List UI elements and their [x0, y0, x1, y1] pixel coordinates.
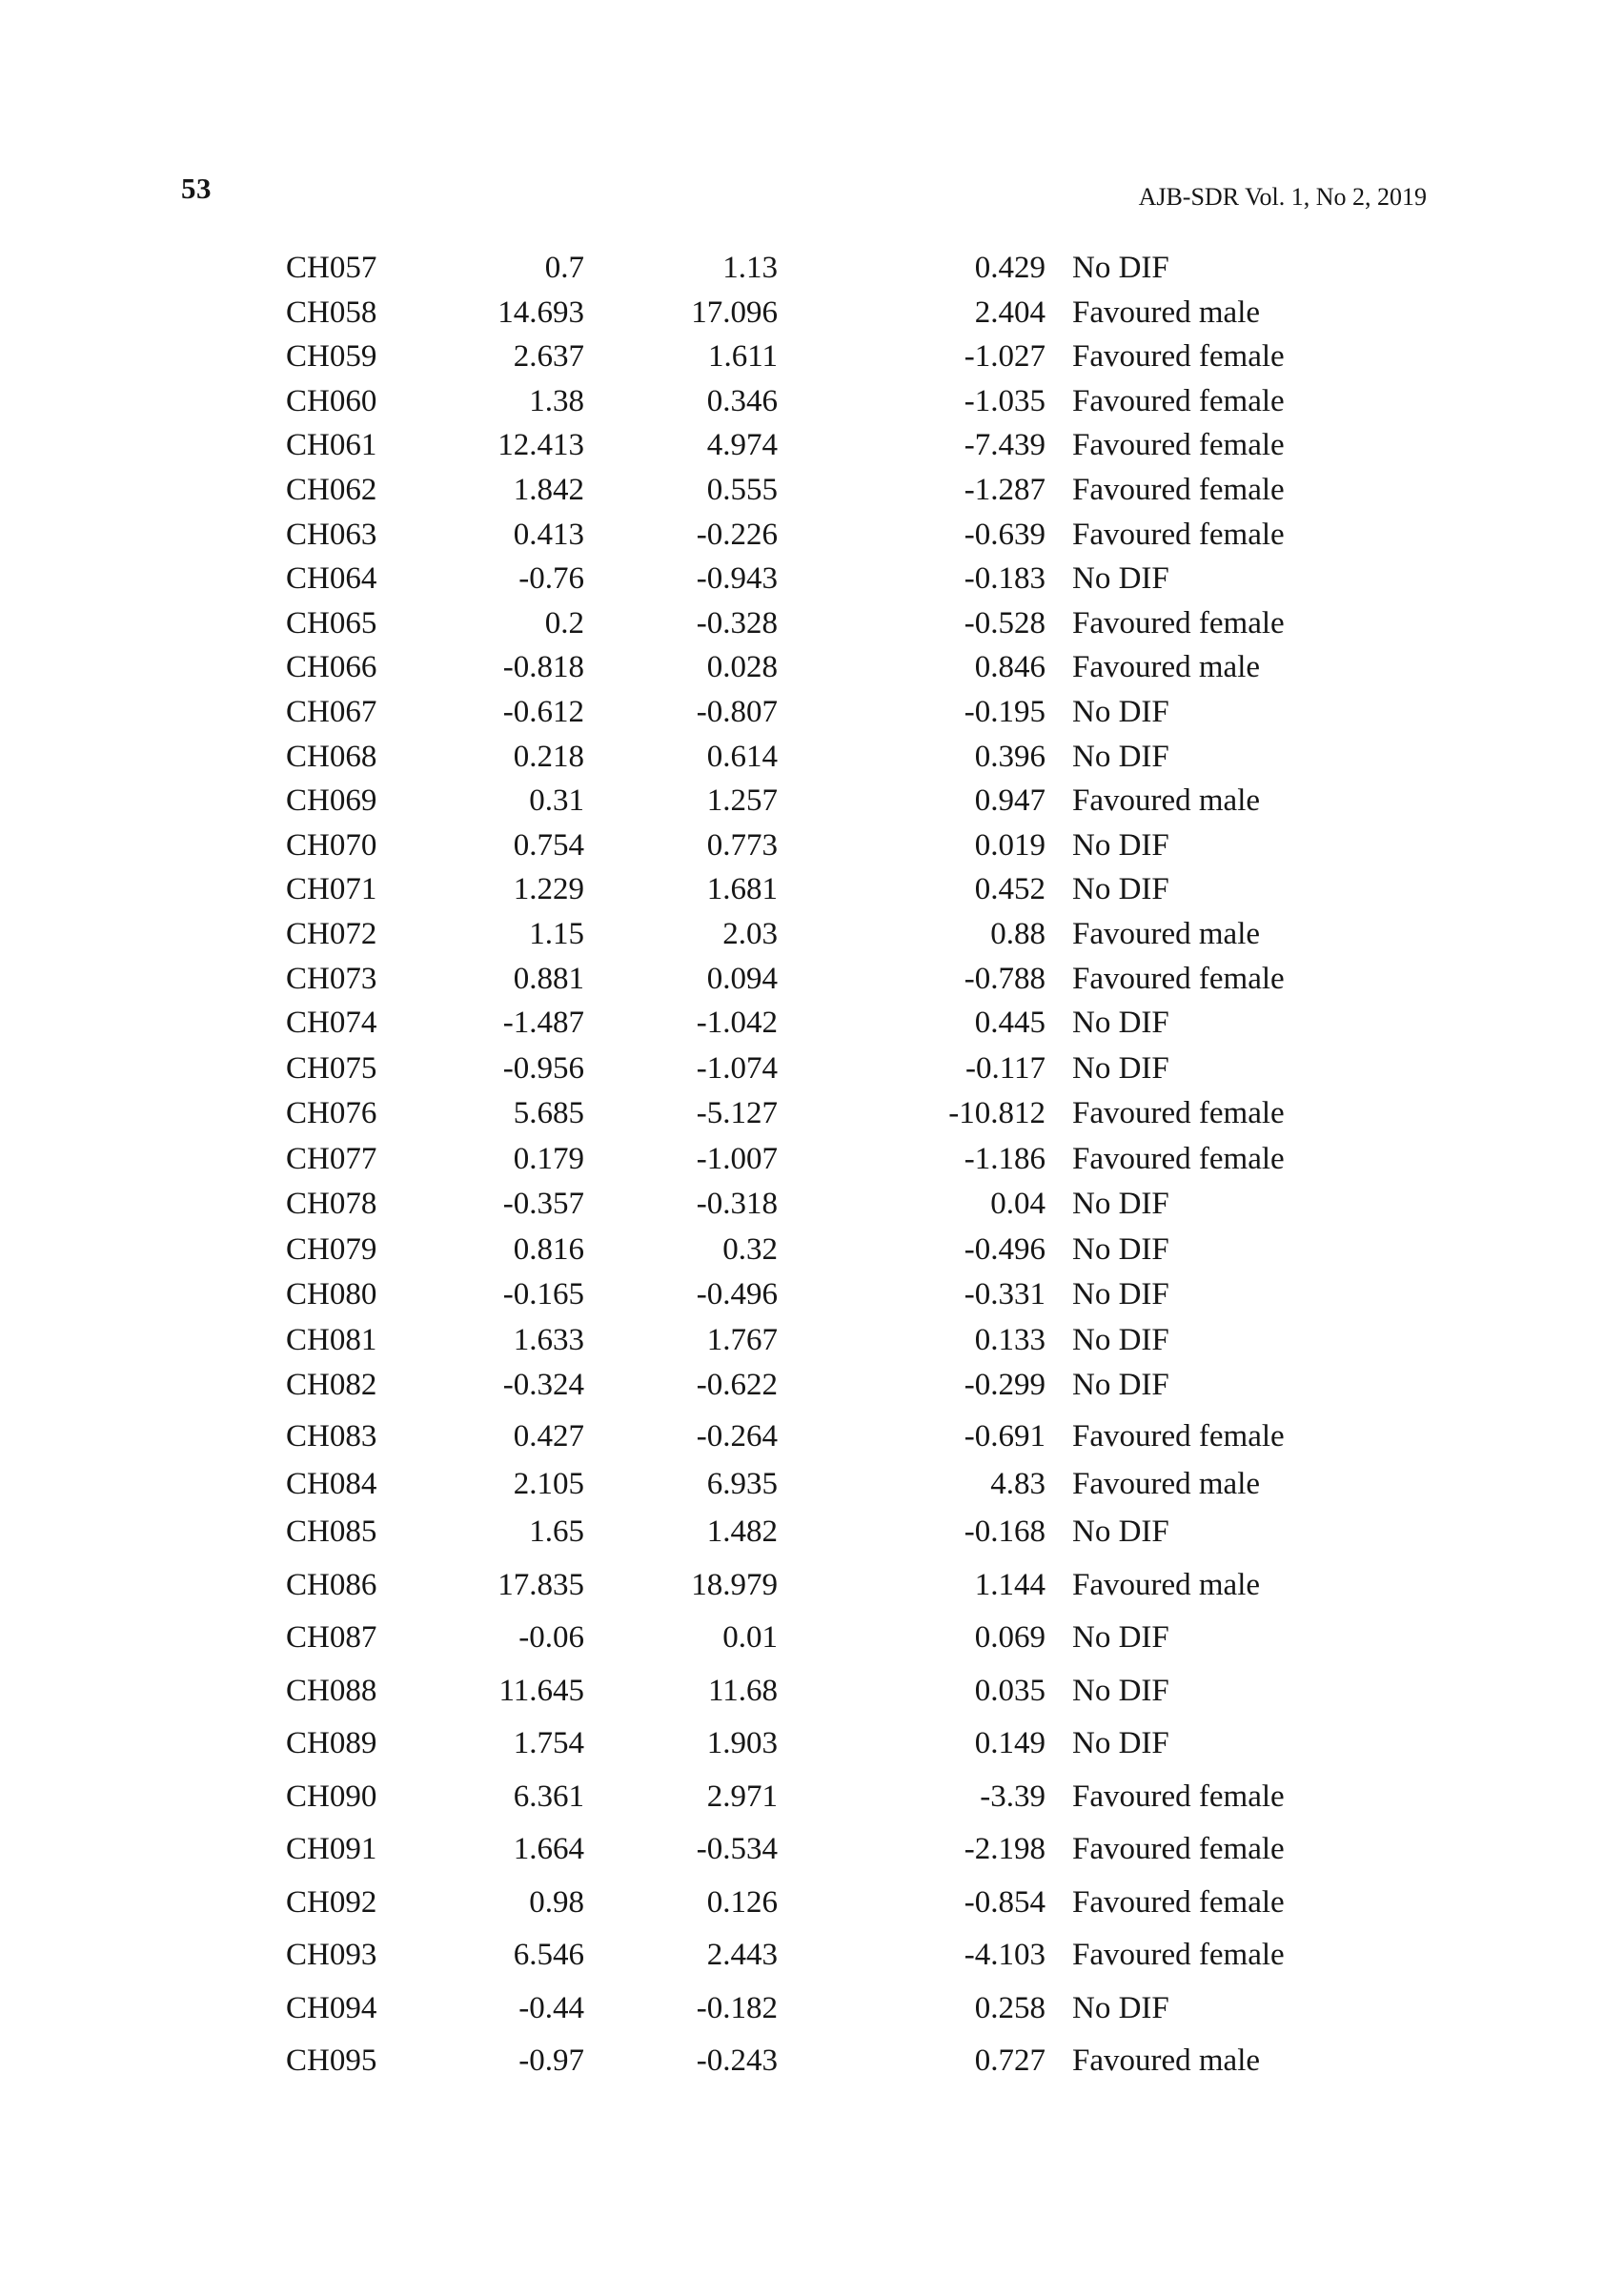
value-2-cell: -0.264 — [696, 1418, 778, 1454]
table-row — [286, 1182, 1487, 1228]
item-id-cell: CH060 — [286, 383, 377, 418]
table-row — [286, 957, 1487, 1002]
contrast-cell: -7.439 — [964, 428, 1045, 463]
dif-class-cell: Favoured male — [1072, 1466, 1261, 1501]
contrast-cell: 4.83 — [990, 1466, 1045, 1501]
table-row — [286, 2035, 1487, 2088]
dif-class-cell: No DIF — [1072, 1006, 1169, 1041]
dif-class-cell: No DIF — [1072, 1673, 1169, 1708]
dif-class-cell: Favoured male — [1072, 916, 1261, 951]
value-1-cell: 1.664 — [513, 1832, 584, 1867]
value-1-cell: -0.818 — [502, 650, 584, 685]
value-2-cell: 0.346 — [706, 383, 778, 418]
item-id-cell: CH069 — [286, 783, 377, 819]
contrast-cell: -0.691 — [964, 1418, 1045, 1454]
dif-class-cell: No DIF — [1072, 251, 1169, 285]
dif-class-cell: No DIF — [1072, 1368, 1169, 1403]
item-id-cell: CH090 — [286, 1779, 377, 1814]
contrast-cell: -0.496 — [964, 1231, 1045, 1267]
item-id-cell: CH089 — [286, 1726, 377, 1761]
contrast-cell: 0.445 — [974, 1006, 1045, 1041]
dif-class-cell: Favoured female — [1072, 1884, 1285, 1920]
contrast-cell: -2.198 — [964, 1832, 1045, 1867]
item-id-cell: CH074 — [286, 1006, 377, 1041]
contrast-cell: -10.812 — [948, 1096, 1045, 1131]
contrast-cell: -1.186 — [964, 1141, 1045, 1176]
value-2-cell: 0.773 — [706, 827, 778, 863]
item-id-cell: CH067 — [286, 694, 377, 729]
contrast-cell: -0.639 — [964, 517, 1045, 552]
value-2-cell: 0.555 — [706, 472, 778, 507]
value-1-cell: 0.98 — [529, 1884, 584, 1920]
value-1-cell: 0.413 — [513, 517, 584, 552]
value-2-cell: -0.943 — [696, 561, 778, 597]
value-1-cell: -0.956 — [502, 1050, 584, 1086]
table-row — [286, 1877, 1487, 1930]
contrast-cell: 0.035 — [974, 1673, 1045, 1708]
item-id-cell: CH062 — [286, 472, 377, 507]
value-1-cell: 1.229 — [513, 872, 584, 907]
value-2-cell: -0.318 — [696, 1187, 778, 1222]
item-id-cell: CH078 — [286, 1187, 377, 1222]
dif-class-cell: Favoured male — [1072, 783, 1261, 819]
dif-class-cell: Favoured female — [1072, 1779, 1285, 1814]
value-2-cell: -0.328 — [696, 605, 778, 640]
value-2-cell: 4.974 — [706, 428, 778, 463]
dif-class-cell: Favoured male — [1072, 295, 1261, 330]
dif-class-cell: No DIF — [1072, 1050, 1169, 1086]
contrast-cell: -0.528 — [964, 605, 1045, 640]
item-id-cell: CH087 — [286, 1620, 377, 1656]
dif-class-cell: Favoured female — [1072, 383, 1285, 418]
value-2-cell: 1.903 — [706, 1726, 778, 1761]
table-row — [286, 246, 1487, 291]
table-row — [286, 601, 1487, 646]
contrast-cell: 2.404 — [974, 295, 1045, 330]
value-1-cell: 0.754 — [513, 827, 584, 863]
item-id-cell: CH086 — [286, 1567, 377, 1602]
table-row — [286, 1929, 1487, 1982]
table-row — [286, 557, 1487, 601]
contrast-cell: -1.035 — [964, 383, 1045, 418]
value-1-cell: 17.835 — [497, 1567, 584, 1602]
table-row — [286, 423, 1487, 468]
table-row — [286, 1318, 1487, 1364]
contrast-cell: -4.103 — [964, 1938, 1045, 1973]
value-2-cell: 0.094 — [706, 961, 778, 996]
value-1-cell: 12.413 — [497, 428, 584, 463]
dif-class-cell: Favoured female — [1072, 1418, 1285, 1454]
table-row — [286, 1228, 1487, 1273]
value-1-cell: 1.65 — [529, 1514, 584, 1549]
table-row — [286, 513, 1487, 558]
value-2-cell: 18.979 — [691, 1567, 778, 1602]
dif-class-cell: Favoured female — [1072, 1141, 1285, 1176]
item-id-cell: CH061 — [286, 428, 377, 463]
item-id-cell: CH072 — [286, 916, 377, 951]
value-1-cell: 1.633 — [513, 1322, 584, 1357]
table-row — [286, 690, 1487, 735]
item-id-cell: CH059 — [286, 339, 377, 375]
contrast-cell: -0.299 — [964, 1368, 1045, 1403]
dif-class-cell: Favoured female — [1072, 1938, 1285, 1973]
table-row — [286, 1413, 1487, 1460]
contrast-cell: -0.788 — [964, 961, 1045, 996]
value-1-cell: 0.7 — [544, 251, 584, 285]
page-number: 53 — [181, 172, 212, 205]
value-2-cell: 1.13 — [722, 251, 778, 285]
value-2-cell: 1.611 — [707, 339, 778, 375]
contrast-cell: 0.019 — [974, 827, 1045, 863]
item-id-cell: CH095 — [286, 2043, 377, 2079]
contrast-cell: -0.195 — [964, 694, 1045, 729]
item-id-cell: CH083 — [286, 1418, 377, 1454]
value-1-cell: -0.165 — [502, 1277, 584, 1312]
item-id-cell: CH070 — [286, 827, 377, 863]
table-row — [286, 1718, 1487, 1771]
value-2-cell: 17.096 — [691, 295, 778, 330]
contrast-cell: -1.287 — [964, 472, 1045, 507]
dif-class-cell: Favoured female — [1072, 517, 1285, 552]
value-1-cell: 1.842 — [513, 472, 584, 507]
dif-class-cell: Favoured female — [1072, 1832, 1285, 1867]
table-row — [286, 1091, 1487, 1137]
value-2-cell: -0.496 — [696, 1277, 778, 1312]
dif-class-cell: Favoured male — [1072, 2043, 1261, 2079]
value-1-cell: 2.105 — [513, 1466, 584, 1501]
value-2-cell: 2.443 — [706, 1938, 778, 1973]
table-row — [286, 1272, 1487, 1318]
dif-class-cell: Favoured female — [1072, 472, 1285, 507]
value-2-cell: -0.226 — [696, 517, 778, 552]
dif-class-cell: No DIF — [1072, 1726, 1169, 1761]
value-2-cell: 1.257 — [706, 783, 778, 819]
contrast-cell: -0.117 — [964, 1050, 1045, 1086]
table-row — [286, 1665, 1487, 1718]
contrast-cell: 0.396 — [974, 739, 1045, 774]
dif-class-cell: No DIF — [1072, 561, 1169, 597]
value-2-cell: 1.681 — [706, 872, 778, 907]
value-2-cell: -0.182 — [696, 1990, 778, 2025]
table-row — [286, 1137, 1487, 1183]
value-2-cell: 0.126 — [706, 1884, 778, 1920]
contrast-cell: -0.331 — [964, 1277, 1045, 1312]
contrast-cell: -0.183 — [964, 561, 1045, 597]
value-1-cell: -0.06 — [518, 1620, 584, 1656]
contrast-cell: 0.258 — [974, 1990, 1045, 2025]
table-row — [286, 379, 1487, 424]
value-2-cell: 1.767 — [706, 1322, 778, 1357]
value-2-cell: 2.971 — [706, 1779, 778, 1814]
contrast-cell: 0.133 — [974, 1322, 1045, 1357]
dif-class-cell: Favoured female — [1072, 605, 1285, 640]
value-1-cell: 1.15 — [529, 916, 584, 951]
contrast-cell: 0.846 — [974, 650, 1045, 685]
contrast-cell: -1.027 — [964, 339, 1045, 375]
table-row — [286, 1460, 1487, 1508]
table-row — [286, 1982, 1487, 2036]
item-id-cell: CH085 — [286, 1514, 377, 1549]
item-id-cell: CH088 — [286, 1673, 377, 1708]
table-row — [286, 468, 1487, 513]
value-1-cell: -0.612 — [502, 694, 584, 729]
item-id-cell: CH079 — [286, 1231, 377, 1267]
contrast-cell: -0.168 — [964, 1514, 1045, 1549]
value-1-cell: 6.361 — [513, 1779, 584, 1814]
value-2-cell: 0.614 — [706, 739, 778, 774]
value-2-cell: 0.32 — [722, 1231, 778, 1267]
item-id-cell: CH066 — [286, 650, 377, 685]
table-row — [286, 912, 1487, 957]
value-2-cell: -0.622 — [696, 1368, 778, 1403]
contrast-cell: -0.854 — [964, 1884, 1045, 1920]
table-row — [286, 1559, 1487, 1613]
value-1-cell: 0.179 — [513, 1141, 584, 1176]
item-id-cell: CH080 — [286, 1277, 377, 1312]
item-id-cell: CH091 — [286, 1832, 377, 1867]
value-2-cell: 6.935 — [706, 1466, 778, 1501]
journal-header: AJB-SDR Vol. 1, No 2, 2019 — [1138, 183, 1427, 211]
table-row — [286, 1771, 1487, 1824]
dif-class-cell: Favoured male — [1072, 1567, 1261, 1602]
table-row — [286, 735, 1487, 780]
value-1-cell: -1.487 — [502, 1006, 584, 1041]
dif-class-cell: Favoured female — [1072, 1096, 1285, 1131]
item-id-cell: CH081 — [286, 1322, 377, 1357]
value-1-cell: -0.76 — [518, 561, 584, 597]
value-2-cell: -1.007 — [696, 1141, 778, 1176]
value-2-cell: -1.074 — [696, 1050, 778, 1086]
contrast-cell: -3.39 — [980, 1779, 1045, 1814]
dif-class-cell: Favoured female — [1072, 428, 1285, 463]
item-id-cell: CH064 — [286, 561, 377, 597]
value-1-cell: 6.546 — [513, 1938, 584, 1973]
contrast-cell: 0.947 — [974, 783, 1045, 819]
dif-class-cell: Favoured male — [1072, 650, 1261, 685]
item-id-cell: CH094 — [286, 1990, 377, 2025]
value-1-cell: -0.324 — [502, 1368, 584, 1403]
value-1-cell: 0.2 — [544, 605, 584, 640]
value-2-cell: 0.028 — [706, 650, 778, 685]
value-1-cell: 1.38 — [529, 383, 584, 418]
dif-class-cell: No DIF — [1072, 1187, 1169, 1222]
value-1-cell: 2.637 — [513, 339, 584, 375]
table-row — [286, 1508, 1487, 1555]
value-1-cell: -0.44 — [518, 1990, 584, 2025]
dif-class-cell: No DIF — [1072, 694, 1169, 729]
item-id-cell: CH071 — [286, 872, 377, 907]
dif-results-table — [286, 246, 1487, 2088]
table-row — [286, 1047, 1487, 1092]
table-row — [286, 335, 1487, 379]
value-2-cell: -0.534 — [696, 1832, 778, 1867]
contrast-cell: 0.88 — [990, 916, 1045, 951]
dif-class-cell: No DIF — [1072, 827, 1169, 863]
value-1-cell: -0.97 — [518, 2043, 584, 2079]
table-row — [286, 1823, 1487, 1877]
value-2-cell: 2.03 — [722, 916, 778, 951]
item-id-cell: CH084 — [286, 1466, 377, 1501]
contrast-cell: 0.04 — [990, 1187, 1045, 1222]
contrast-cell: 0.069 — [974, 1620, 1045, 1656]
item-id-cell: CH075 — [286, 1050, 377, 1086]
value-1-cell: 0.218 — [513, 739, 584, 774]
table-row — [286, 1612, 1487, 1665]
value-1-cell: 14.693 — [497, 295, 584, 330]
value-1-cell: 1.754 — [513, 1726, 584, 1761]
value-2-cell: 1.482 — [706, 1514, 778, 1549]
contrast-cell: 0.727 — [974, 2043, 1045, 2079]
item-id-cell: CH063 — [286, 517, 377, 552]
value-2-cell: -0.807 — [696, 694, 778, 729]
table-row — [286, 291, 1487, 335]
table-row — [286, 645, 1487, 690]
value-2-cell: -5.127 — [696, 1096, 778, 1131]
dif-class-cell: Favoured female — [1072, 961, 1285, 996]
value-1-cell: 0.881 — [513, 961, 584, 996]
value-1-cell: 5.685 — [513, 1096, 584, 1131]
value-2-cell: 0.01 — [722, 1620, 778, 1656]
dif-class-cell: No DIF — [1072, 739, 1169, 774]
item-id-cell: CH092 — [286, 1884, 377, 1920]
contrast-cell: 1.144 — [974, 1567, 1045, 1602]
dif-class-cell: No DIF — [1072, 1620, 1169, 1656]
item-id-cell: CH065 — [286, 605, 377, 640]
item-id-cell: CH082 — [286, 1368, 377, 1403]
table-row — [286, 779, 1487, 823]
value-1-cell: 11.645 — [498, 1673, 584, 1708]
value-2-cell: -1.042 — [696, 1006, 778, 1041]
contrast-cell: 0.452 — [974, 872, 1045, 907]
value-2-cell: 11.68 — [707, 1673, 778, 1708]
dif-class-cell: No DIF — [1072, 1277, 1169, 1312]
dif-class-cell: No DIF — [1072, 1514, 1169, 1549]
table-row — [286, 1363, 1487, 1409]
item-id-cell: CH093 — [286, 1938, 377, 1973]
table-row — [286, 823, 1487, 868]
value-1-cell: 0.31 — [529, 783, 584, 819]
dif-class-cell: Favoured female — [1072, 339, 1285, 375]
table-row — [286, 1001, 1487, 1047]
item-id-cell: CH073 — [286, 961, 377, 996]
item-id-cell: CH076 — [286, 1096, 377, 1131]
item-id-cell: CH058 — [286, 295, 377, 330]
item-id-cell: CH057 — [286, 251, 377, 285]
contrast-cell: 0.429 — [974, 251, 1045, 285]
dif-class-cell: No DIF — [1072, 1990, 1169, 2025]
dif-class-cell: No DIF — [1072, 1231, 1169, 1267]
value-1-cell: -0.357 — [502, 1187, 584, 1222]
dif-class-cell: No DIF — [1072, 1322, 1169, 1357]
contrast-cell: 0.149 — [974, 1726, 1045, 1761]
table-row — [286, 867, 1487, 912]
dif-class-cell: No DIF — [1072, 872, 1169, 907]
value-2-cell: -0.243 — [696, 2043, 778, 2079]
value-1-cell: 0.816 — [513, 1231, 584, 1267]
value-1-cell: 0.427 — [513, 1418, 584, 1454]
item-id-cell: CH077 — [286, 1141, 377, 1176]
item-id-cell: CH068 — [286, 739, 377, 774]
